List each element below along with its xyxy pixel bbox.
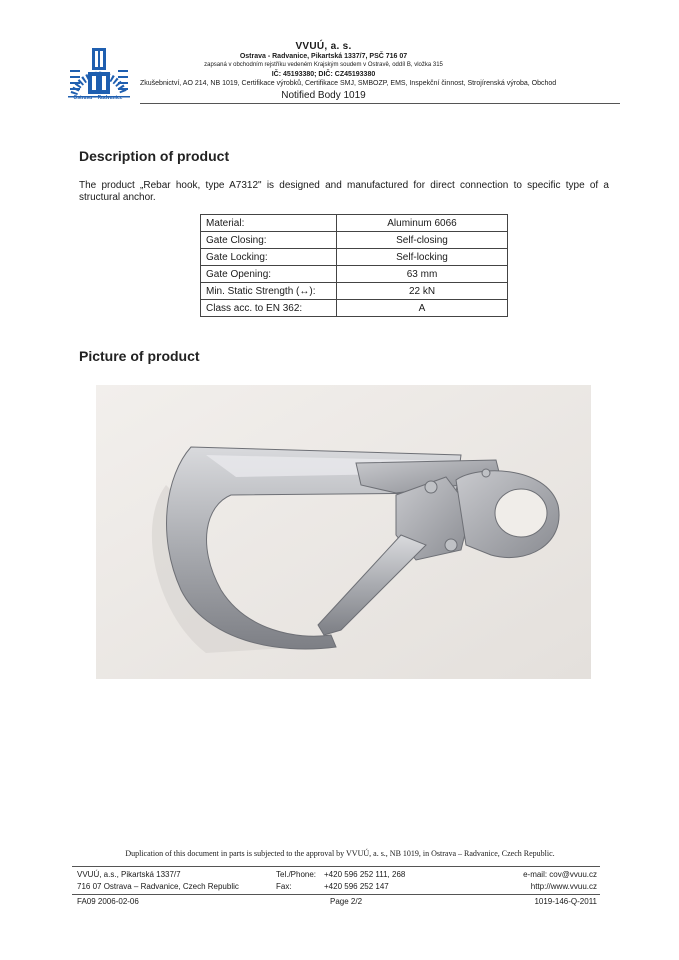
duplication-note: Duplication of this document in parts is subjected to the approval by VVUÚ, a. s., NB 1019, in Ostrava – Radvanice, Czech Republic. — [125, 849, 555, 858]
spec-label: Gate Closing: — [201, 232, 337, 249]
rebar-hook-photo — [96, 385, 591, 679]
table-row — [201, 249, 508, 266]
spec-label: Class acc. to EN 362: — [201, 300, 337, 317]
spec-value: Self-locking — [337, 249, 508, 266]
header-divider — [140, 103, 620, 104]
footer-city: 716 07 Ostrava – Radvanice, Czech Republic — [77, 882, 239, 891]
spec-label: Gate Locking: — [201, 249, 337, 266]
footer-email: e-mail: cov@vvuu.cz — [523, 870, 597, 879]
footer-fax: +420 596 252 147 — [324, 882, 389, 891]
spec-value: Self-closing — [337, 232, 508, 249]
picture-heading: Picture of product — [79, 348, 200, 364]
organization-activities: Zkušebnictví, AO 214, NB 1019, Certifikace výrobků, Certifikace SMJ, SMBOZP, EMS, Inspekční činnost, Strojírenská výroba, Obchod — [140, 80, 557, 87]
footer-divider-bottom — [72, 894, 600, 895]
table-row — [201, 215, 508, 232]
spec-value: A — [337, 300, 508, 317]
footer-divider-top — [72, 866, 600, 867]
footer-doc-number: 1019-146-Q-2011 — [534, 897, 597, 906]
spec-label: Material: — [201, 215, 337, 232]
spec-value: 63 mm — [337, 266, 508, 283]
table-row — [201, 232, 508, 249]
footer-web: http://www.vvuu.cz — [530, 882, 597, 891]
footer-phone-label: Tel./Phone: — [276, 870, 317, 879]
footer-form-code: FA09 2006-02-06 — [77, 897, 139, 906]
spec-value: 22 kN — [337, 283, 508, 300]
organization-address: Ostrava - Radvanice, Pikartská 1337/7, PSČ 716 07 — [239, 53, 408, 60]
footer-phone: +420 596 252 111, 268 — [324, 870, 406, 879]
description-text: The product „Rebar hook, type A7312" is designed and manufactured for direct connection to specific type of a structural anchor. — [79, 180, 609, 203]
footer-company: VVUÚ, a.s., Pikartská 1337/7 — [77, 870, 181, 879]
description-heading: Description of product — [79, 148, 230, 164]
footer-fax-label: Fax: — [276, 882, 292, 891]
notified-body: Notified Body 1019 — [281, 90, 366, 101]
spec-value: Aluminum 6066 — [337, 215, 508, 232]
spec-label: Min. Static Strength (↔): — [201, 283, 337, 300]
footer-page-number: Page 2/2 — [330, 897, 363, 906]
table-row — [201, 300, 508, 317]
organization-name: VVUÚ, a. s. — [295, 41, 352, 52]
table-row — [201, 283, 508, 300]
organization-registration: zapsaná v obchodním rejstříku vedeném Krajským soudem v Ostravě, oddíl B, vložka 315 — [204, 62, 443, 68]
spec-table — [200, 214, 508, 317]
logo-caption: Ostrava – Radvanice — [73, 95, 123, 101]
organization-ids: IČ: 45193380; DIČ: CZ45193380 — [271, 71, 376, 78]
table-row — [201, 266, 508, 283]
spec-label: Gate Opening: — [201, 266, 337, 283]
